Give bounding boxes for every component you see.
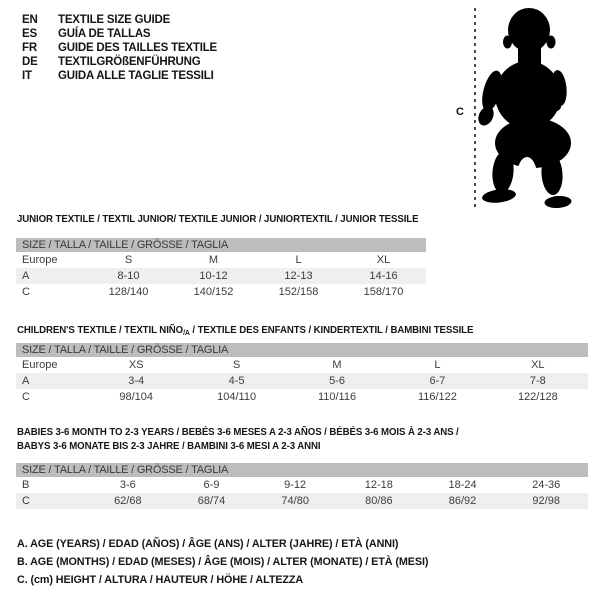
height-cell: 62/68 (114, 495, 142, 507)
size-cell: S (232, 359, 241, 371)
height-cell: 140/152 (193, 286, 234, 298)
junior-title-text: JUNIOR TEXTILE / TEXTIL JUNIOR/ TEXTILE JUNIOR / JUNIORTEXTIL / JUNIOR TESSILE (17, 213, 419, 225)
children-table-title (17, 323, 473, 340)
height-cell: 152/158 (278, 286, 319, 298)
table-row-age (16, 373, 588, 389)
babies-table-title (17, 425, 459, 453)
children-size-table (16, 343, 588, 405)
children-title-pre: CHILDREN'S TEXTILE / TEXTIL NIÑO (17, 324, 184, 336)
age-cell: 5-6 (329, 375, 345, 387)
language-code: FR (22, 42, 37, 54)
size-cell: XL (376, 254, 391, 266)
row-label: A (22, 270, 30, 282)
size-cell: L (434, 359, 441, 371)
age-cell: 9-12 (284, 479, 307, 491)
height-cell: 122/128 (517, 391, 558, 403)
size-cell: M (208, 254, 219, 266)
row-label: Europe (22, 254, 58, 266)
table-row-height (16, 389, 588, 405)
table-row-height (16, 284, 426, 300)
age-cell: 18-24 (448, 479, 477, 491)
age-cell: 7-8 (529, 375, 546, 387)
age-cell: 6-9 (203, 479, 220, 491)
row-label: C (22, 495, 30, 507)
height-measure-figure (456, 4, 600, 214)
size-cell: XS (128, 359, 144, 371)
age-cell: 8-10 (117, 270, 140, 282)
language-label: GUIDA ALLE TAGLIE TESSILI (58, 70, 214, 82)
age-cell: 3-6 (119, 479, 136, 491)
age-cell: 4-5 (228, 375, 245, 387)
age-cell: 12-18 (364, 479, 393, 491)
children-title-subscript: /A (183, 328, 190, 337)
row-label: A (22, 375, 30, 387)
language-code: EN (22, 14, 38, 26)
language-code: IT (22, 70, 32, 82)
language-label: GUÍA DE TALLAS (58, 28, 151, 40)
table-row-age (16, 268, 426, 284)
language-code: DE (22, 56, 38, 68)
age-cell: 12-13 (284, 270, 313, 282)
age-cell: 3-4 (128, 375, 145, 387)
language-label: GUIDE DES TAILLES TEXTILE (58, 42, 217, 54)
footnote-age-years: A. AGE (YEARS) / EDAD (AÑOS) / ÂGE (ANS) / ALTER (JAHRE) / ETÀ (ANNI) (17, 538, 399, 550)
babies-title-line2: BABYS 3-6 MONATE BIS 2-3 JAHRE / BAMBINI 3-6 MESI A 2-3 ANNI (17, 440, 321, 452)
language-code: ES (22, 28, 37, 40)
height-cell: 68/74 (197, 495, 226, 507)
age-cell: 6-7 (429, 375, 446, 387)
table-row-age-months (16, 477, 588, 493)
height-cell: 92/98 (532, 495, 560, 507)
height-cell: 80/86 (365, 495, 393, 507)
junior-size-table (16, 238, 426, 300)
row-label: B (22, 479, 30, 491)
size-header-band: SIZE / TALLA / TAILLE / GRÖSSE / TAGLIA (16, 238, 426, 252)
size-cell: S (124, 254, 133, 266)
row-label: C (22, 286, 30, 298)
size-header-band: SIZE / TALLA / TAILLE / GRÖSSE / TAGLIA (16, 343, 588, 357)
toddler-silhouette-icon (465, 5, 600, 210)
age-cell: 24-36 (532, 479, 561, 491)
language-label: TEXTILGRÖßENFÜHRUNG (58, 56, 201, 68)
measure-c-label: C (456, 106, 464, 118)
children-title-post: / TEXTILE DES ENFANTS / KINDERTEXTIL / BAMBINI TESSILE (189, 324, 474, 336)
row-label: Europe (22, 359, 58, 371)
height-cell: 158/170 (363, 286, 404, 298)
row-label: C (22, 391, 30, 403)
size-cell: XL (531, 359, 545, 371)
table-row-height (16, 493, 588, 509)
height-cell: 86/92 (448, 495, 477, 507)
size-cell: L (295, 254, 302, 266)
language-row-de (22, 55, 217, 69)
language-header (22, 13, 217, 83)
height-cell: 116/122 (417, 391, 457, 403)
language-label: TEXTILE SIZE GUIDE (58, 14, 171, 26)
height-cell: 110/116 (317, 391, 357, 403)
size-cell: M (332, 359, 342, 371)
size-header-band: SIZE / TALLA / TAILLE / GRÖSSE / TAGLIA (16, 463, 588, 477)
height-cell: 128/140 (108, 286, 149, 298)
table-row-europe (16, 252, 426, 268)
table-row-europe (16, 357, 588, 373)
footnote-age-months: B. AGE (MONTHS) / EDAD (MESES) / ÂGE (MOIS) / ALTER (MONATE) / ETÀ (MESI) (17, 556, 429, 568)
footnote-height-cm: C. (cm) HEIGHT / ALTURA / HAUTEUR / HÖHE / ALTEZZA (17, 574, 304, 586)
legend-footnotes (17, 535, 428, 589)
junior-table-title (17, 212, 418, 226)
height-cell: 74/80 (281, 495, 309, 507)
babies-title-line1: BABIES 3-6 MONTH TO 2-3 YEARS / BEBÉS 3-6 MESES A 2-3 AÑOS / BÉBÉS 3-6 MOIS À 2-3 ANS / (17, 426, 459, 438)
language-row-es (22, 27, 217, 41)
babies-size-table (16, 463, 588, 509)
height-cell: 98/104 (119, 391, 154, 403)
language-row-fr (22, 41, 217, 55)
age-cell: 10-12 (199, 270, 228, 282)
language-row-it (22, 69, 217, 83)
language-row-en (22, 13, 217, 27)
age-cell: 14-16 (369, 270, 398, 282)
height-cell: 104/110 (217, 391, 257, 403)
